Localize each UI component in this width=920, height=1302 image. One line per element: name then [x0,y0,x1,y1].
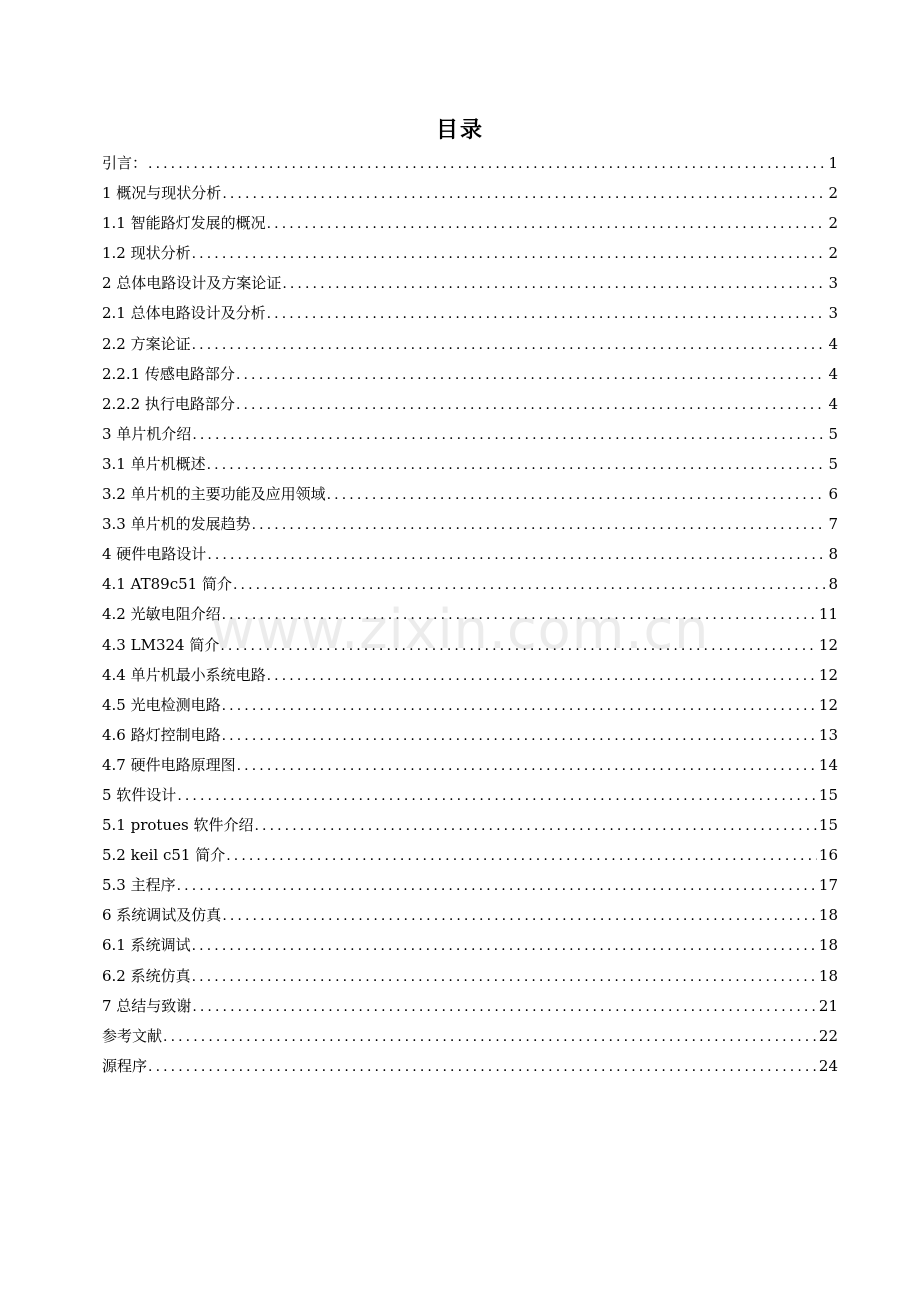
toc-entry-label: 5.1 protues 软件介绍 [102,816,254,835]
toc-dot-leader [192,962,817,992]
toc-entry[interactable] [102,660,838,690]
toc-entry-page-number: 14 [818,755,838,774]
toc-dot-leader [163,1022,817,1052]
toc-entry-page-number: 18 [818,906,838,925]
toc-dot-leader [192,931,817,961]
toc-entry-page-number: 1 [828,154,838,172]
toc-entry[interactable] [102,329,838,359]
toc-entry-label: 1 概况与现状分析 [102,184,222,203]
toc-dot-leader [192,992,817,1022]
toc-dot-leader [236,360,827,390]
toc-dot-leader [207,540,826,570]
toc-list [102,148,838,1081]
toc-entry-page-number: 2 [828,214,838,233]
toc-dot-leader [327,480,827,510]
toc-dot-leader [222,901,817,931]
toc-entry-label: 3.3 单片机的发展趋势 [102,515,251,534]
toc-entry[interactable] [102,359,838,389]
toc-entry-label: 4.4 单片机最小系统电路 [102,665,266,684]
toc-entry-page-number: 3 [828,274,838,293]
toc-entry[interactable] [102,148,838,178]
toc-entry[interactable] [102,449,838,479]
toc-entry-label: 7 总结与致谢 [102,996,192,1015]
toc-entry[interactable] [102,298,838,328]
toc-entry[interactable] [102,238,838,268]
toc-dot-leader [267,661,817,691]
toc-entry-page-number: 5 [828,454,838,473]
toc-entry-page-number: 13 [818,725,838,744]
toc-dot-leader [192,420,826,450]
toc-entry-page-number: 12 [818,635,838,654]
toc-entry[interactable] [102,991,838,1021]
toc-entry-label: 2.2 方案论证 [102,334,191,353]
toc-dot-leader [254,811,816,841]
toc-entry-label: 4.2 光敏电阻介绍 [102,605,221,624]
toc-entry-page-number: 7 [828,515,838,534]
toc-entry-page-number: 18 [818,936,838,955]
toc-dot-leader [233,570,826,600]
toc-entry-page-number: 12 [818,665,838,684]
toc-dot-leader [220,631,817,661]
toc-entry[interactable] [102,870,838,900]
toc-entry-label: 参考文献 [102,1026,163,1045]
toc-entry[interactable] [102,780,838,810]
toc-entry-label: 2.1 总体电路设计及分析 [102,304,266,323]
toc-entry-label: 4.1 AT89c51 简介 [102,575,232,594]
toc-dot-leader [192,330,827,360]
toc-entry[interactable] [102,840,838,870]
toc-dot-leader [148,149,826,179]
toc-entry-label: 6.2 系统仿真 [102,966,191,985]
toc-entry[interactable] [102,419,838,449]
toc-entry-label: 源程序 [102,1056,148,1075]
toc-dot-leader [282,269,826,299]
toc-entry-page-number: 15 [818,816,838,835]
toc-entry-page-number: 3 [828,304,838,323]
toc-entry-label: 3.2 单片机的主要功能及应用领域 [102,485,326,504]
toc-entry-label: 4 硬件电路设计 [102,545,207,564]
toc-entry[interactable] [102,720,838,750]
toc-entry-page-number: 4 [828,394,838,413]
toc-dot-leader [267,299,827,329]
toc-entry-label: 6.1 系统调试 [102,936,191,955]
toc-entry[interactable] [102,599,838,629]
toc-entry[interactable] [102,810,838,840]
toc-entry[interactable] [102,1021,838,1051]
toc-entry[interactable] [102,569,838,599]
toc-entry-label: 4.3 LM324 简介 [102,635,220,654]
toc-entry[interactable] [102,389,838,419]
toc-entry[interactable] [102,900,838,930]
toc-entry-page-number: 21 [818,996,838,1015]
toc-entry-page-number: 24 [818,1056,838,1075]
toc-entry-label: 2.2.1 传感电路部分 [102,364,235,383]
toc-dot-leader [177,871,817,901]
toc-entry-label: 1.1 智能路灯发展的概况 [102,214,266,233]
toc-entry-page-number: 5 [828,424,838,443]
toc-entry-page-number: 17 [818,876,838,895]
toc-entry-label: 引言： [102,154,148,172]
toc-entry[interactable] [102,961,838,991]
toc-entry-label: 5 软件设计 [102,785,177,804]
toc-entry[interactable] [102,690,838,720]
toc-entry-page-number: 4 [828,334,838,353]
toc-entry-label: 3.1 单片机概述 [102,454,206,473]
toc-entry-page-number: 2 [828,184,838,203]
toc-entry-page-number: 15 [818,785,838,804]
toc-dot-leader [236,390,827,420]
toc-entry-page-number: 2 [828,244,838,263]
toc-dot-leader [148,1052,817,1082]
toc-entry-page-number: 18 [818,966,838,985]
toc-entry-page-number: 22 [818,1026,838,1045]
toc-dot-leader [237,751,817,781]
toc-dot-leader [177,781,817,811]
toc-entry-label: 4.5 光电检测电路 [102,695,221,714]
toc-entry-page-number: 6 [828,485,838,504]
toc-title: 目录 [435,118,484,143]
toc-dot-leader [222,179,826,209]
toc-entry-label: 2 总体电路设计及方案论证 [102,274,282,293]
toc-entry[interactable] [102,479,838,509]
toc-dot-leader [267,209,827,239]
toc-entry-label: 3 单片机介绍 [102,424,192,443]
watermark: www.zixin.com.cn [210,598,710,661]
toc-entry-page-number: 4 [828,364,838,383]
toc-entry-page-number: 8 [828,575,838,594]
toc-entry[interactable] [102,509,838,539]
toc-entry-label: 4.6 路灯控制电路 [102,725,221,744]
toc-dot-leader [222,691,817,721]
toc-entry-page-number: 11 [818,605,838,624]
toc-entry-label: 4.7 硬件电路原理图 [102,755,236,774]
toc-entry-label: 2.2.2 执行电路部分 [102,394,235,413]
toc-dot-leader [192,239,827,269]
toc-entry-label: 1.2 现状分析 [102,244,191,263]
toc-entry-label: 6 系统调试及仿真 [102,906,222,925]
toc-entry[interactable] [102,539,838,569]
toc-dot-leader [226,841,817,871]
toc-entry[interactable] [102,268,838,298]
toc-dot-leader [207,450,827,480]
toc-entry[interactable] [102,930,838,960]
toc-entry-page-number: 16 [818,846,838,865]
toc-entry[interactable] [102,178,838,208]
toc-entry-page-number: 12 [818,695,838,714]
toc-entry[interactable] [102,630,838,660]
toc-entry-label: 5.2 keil c51 简介 [102,846,226,865]
toc-entry-label: 5.3 主程序 [102,876,176,895]
toc-entry[interactable] [102,1051,838,1081]
toc-dot-leader [222,600,817,630]
toc-dot-leader [252,510,827,540]
toc-entry[interactable] [102,750,838,780]
toc-entry[interactable] [102,208,838,238]
toc-dot-leader [222,721,817,751]
toc-entry-page-number: 8 [828,545,838,564]
